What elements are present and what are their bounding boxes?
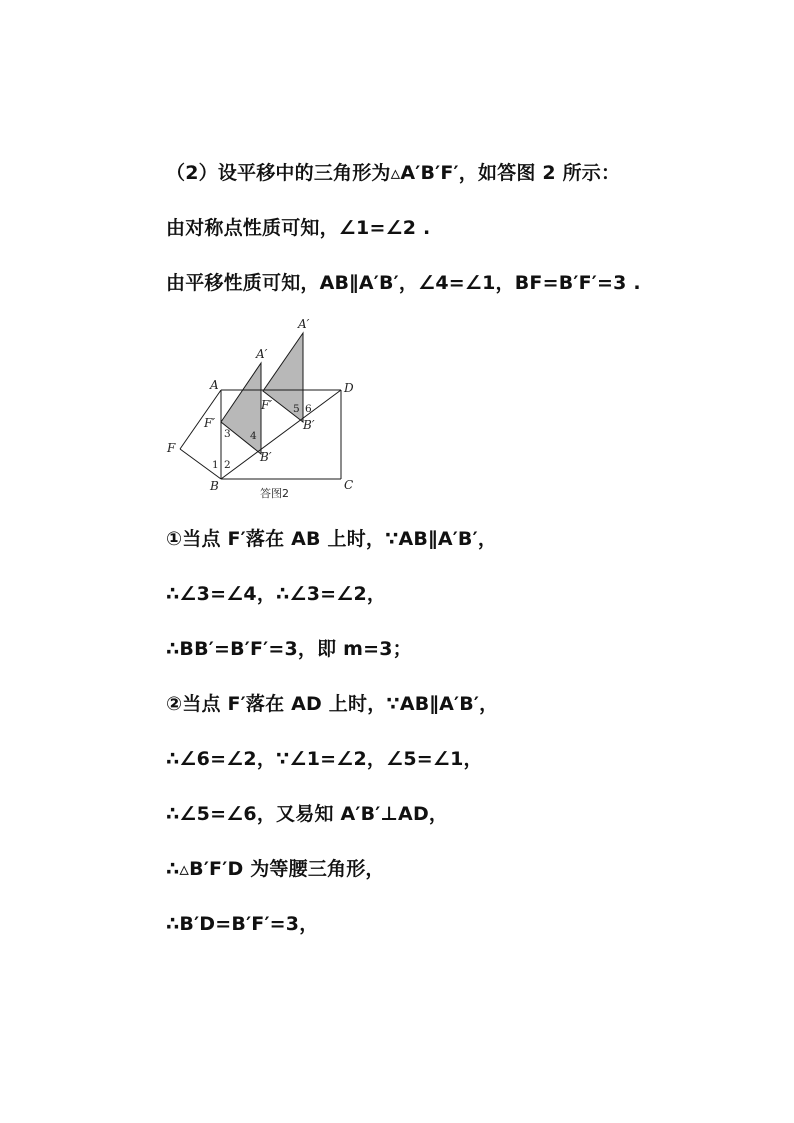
angle-label-4: 4 [250, 430, 257, 442]
text-line-10: ∴▵B′F′D 为等腰三角形， [166, 858, 385, 880]
text-line-2: 由对称点性质可知，∠1=∠2 . [166, 217, 431, 239]
label-f-prime-2: F′ [261, 398, 273, 412]
label-a-prime-2: A′ [298, 317, 310, 331]
text-line-4: ①当点 F′落在 AB 上时，∵AB∥A′B′， [166, 528, 498, 550]
text-line-3: 由平移性质可知，AB∥A′B′，∠4=∠1，BF=B′F′=3 . [166, 272, 641, 294]
text-line-7: ②当点 F′落在 AD 上时，∵AB∥A′B′， [166, 693, 499, 715]
text-line-8: ∴∠6=∠2，∵∠1=∠2，∠5=∠1， [166, 748, 483, 770]
label-d: D [344, 381, 354, 395]
angle-label-3: 3 [224, 428, 231, 440]
label-f-prime-1: F′ [204, 416, 216, 430]
figure-caption: 答图2 [260, 487, 289, 500]
label-b: B [210, 479, 219, 493]
label-c: C [344, 478, 354, 492]
text-line-11: ∴B′D=B′F′=3， [166, 913, 319, 935]
text-line-9: ∴∠5=∠6，又易知 A′B′⊥AD， [166, 803, 449, 825]
label-b-prime-1: B′ [260, 450, 272, 464]
text-line-1: （2）设平移中的三角形为▵A′B′F′，如答图 2 所示： [166, 162, 621, 184]
label-a: A [210, 378, 219, 392]
angle-label-1: 1 [212, 459, 219, 471]
label-b-prime-2: B′ [303, 418, 315, 432]
text-line-6: ∴BB′=B′F′=3，即 m=3； [166, 638, 412, 660]
angle-label-6: 6 [305, 403, 312, 415]
geometry-figure [160, 312, 370, 504]
label-a-prime-1: A′ [256, 347, 268, 361]
angle-label-2: 2 [224, 459, 231, 471]
figure-svg [160, 312, 370, 504]
label-f: F [167, 441, 176, 455]
text-line-5: ∴∠3=∠4，∴∠3=∠2， [166, 583, 387, 605]
angle-label-5: 5 [293, 403, 300, 415]
